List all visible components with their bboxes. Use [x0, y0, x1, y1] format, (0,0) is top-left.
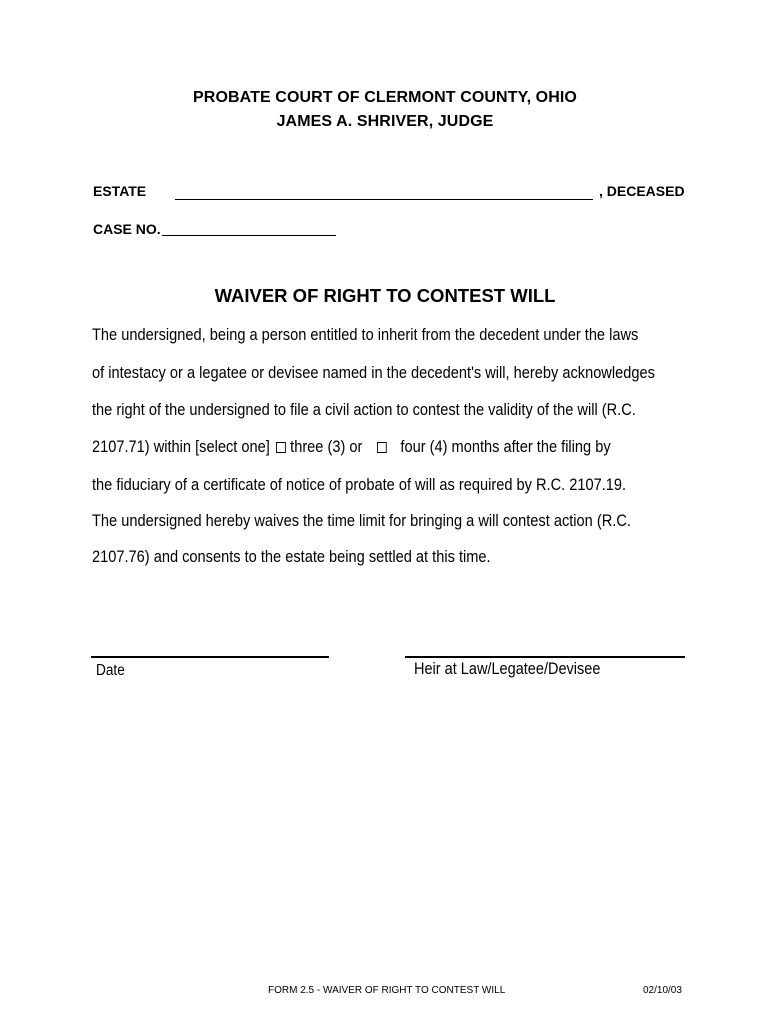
date-signature-line[interactable]	[91, 656, 329, 658]
case-number-field[interactable]	[162, 235, 336, 236]
body-line-5: the fiduciary of a certificate of notice of probate of will as required by R.C. 2107.19.	[92, 476, 627, 494]
deceased-label: , DECEASED	[599, 183, 685, 199]
select-one-text: 2107.71) within [select one]	[92, 438, 270, 456]
body-line-1: The undersigned, being a person entitled to inherit from the decedent under the laws	[92, 326, 639, 344]
four-months-label: four (4) months after the filing by	[400, 438, 611, 456]
court-heading: PROBATE COURT OF CLERMONT COUNTY, OHIO	[193, 89, 577, 106]
three-months-checkbox[interactable]	[276, 442, 286, 453]
body-line-7: 2107.76) and consents to the estate being settled at this time.	[92, 548, 491, 566]
estate-label: ESTATE	[93, 183, 147, 199]
four-months-checkbox[interactable]	[377, 442, 387, 453]
judge-heading: JAMES A. SHRIVER, JUDGE	[276, 113, 494, 130]
body-line-2: of intestacy or a legatee or devisee named in the decedent's will, hereby acknowledges	[92, 364, 655, 382]
date-label: Date	[96, 662, 125, 679]
document-title: WAIVER OF RIGHT TO CONTEST WILL	[214, 285, 556, 306]
form-name-footer: FORM 2.5 - WAIVER OF RIGHT TO CONTEST WILL	[268, 985, 506, 996]
three-months-label: three (3) or	[290, 438, 363, 456]
heir-label: Heir at Law/Legatee/Devisee	[414, 660, 601, 678]
estate-name-field[interactable]	[175, 199, 593, 200]
revision-date-footer: 02/10/03	[643, 985, 682, 996]
body-line-4	[92, 438, 611, 457]
body-line-3: the right of the undersigned to file a civil action to contest the validity of the will (R.C.	[92, 401, 636, 419]
body-line-6: The undersigned hereby waives the time limit for bringing a will contest action (R.C.	[92, 512, 631, 530]
heir-signature-line[interactable]	[405, 656, 685, 658]
case-number-label: CASE NO.	[93, 221, 161, 237]
